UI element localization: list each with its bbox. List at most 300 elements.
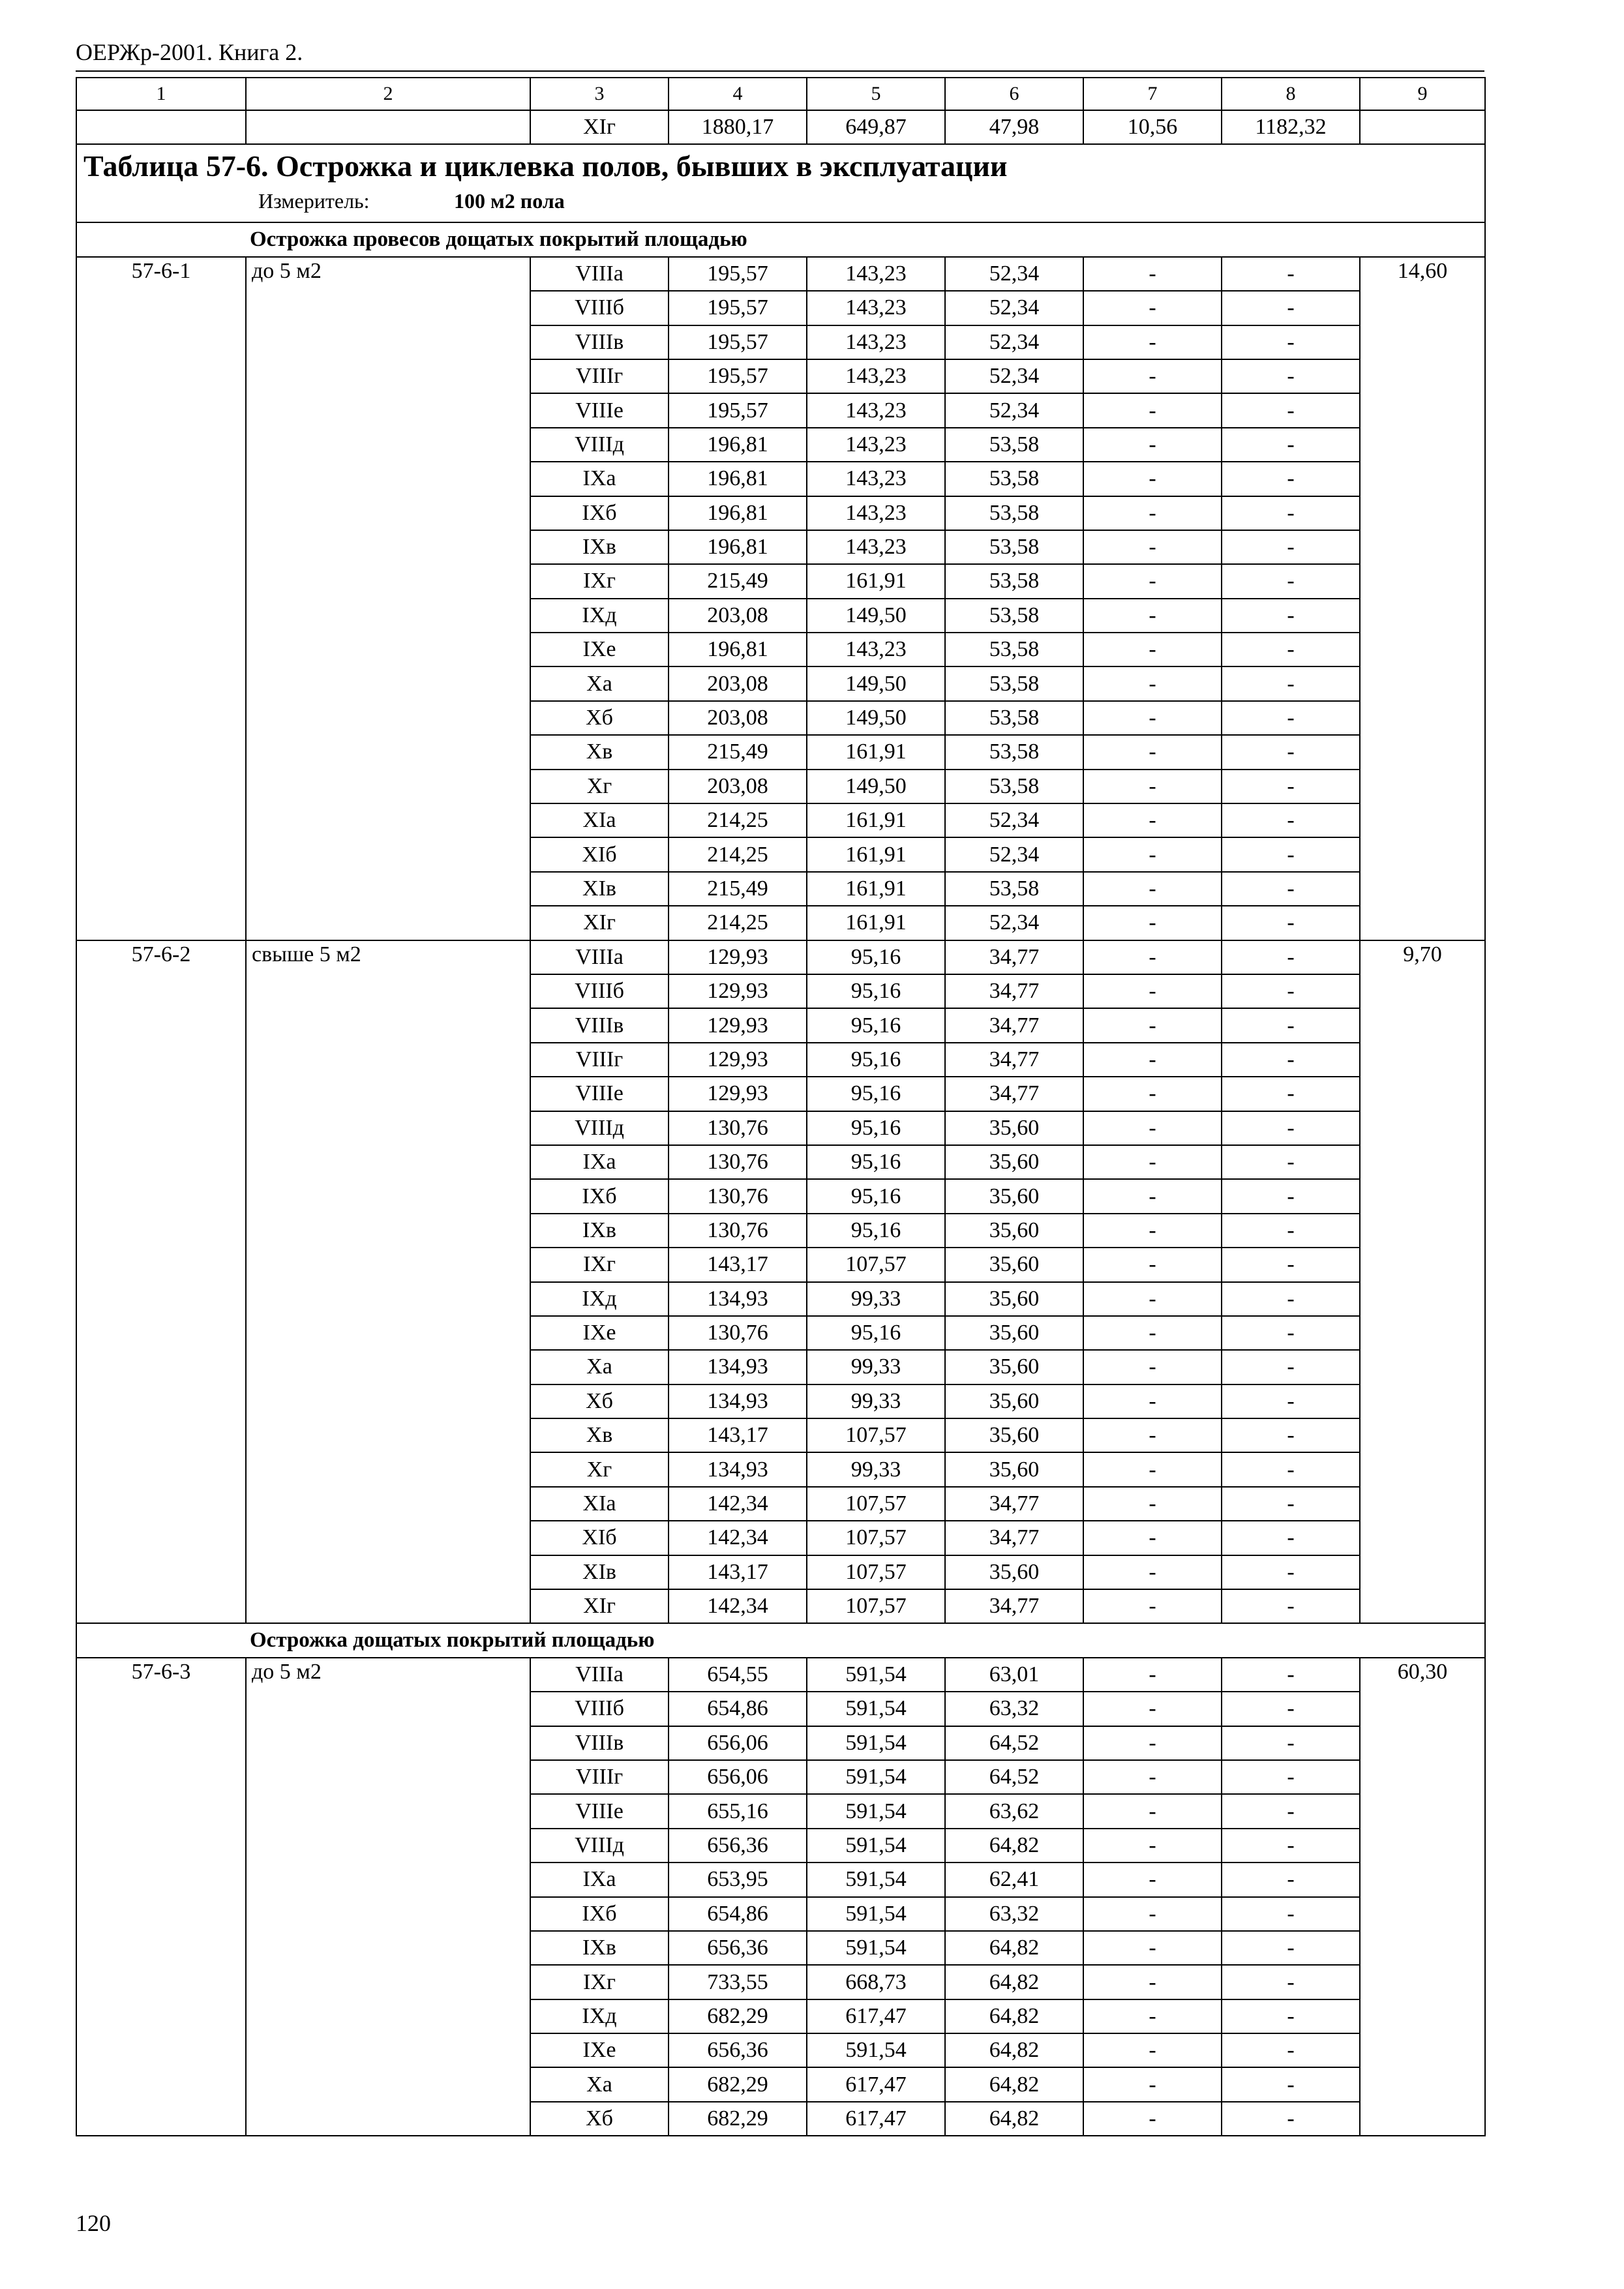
value-cell: - [1222,1487,1360,1521]
zone-cell: VIIIг [530,1760,669,1794]
value-cell: 53,58 [945,872,1083,906]
value-cell: - [1083,770,1222,803]
table-cell [1360,110,1485,144]
value-cell: - [1083,1965,1222,1999]
value-cell: 195,57 [669,359,807,393]
value-cell: 99,33 [807,1452,945,1486]
value-cell: - [1083,1043,1222,1077]
rate-description: до 5 м2 [246,1658,530,2136]
value-cell: 53,58 [945,633,1083,666]
value-cell: 591,54 [807,1829,945,1863]
value-cell: 196,81 [669,428,807,462]
value-cell: 215,49 [669,735,807,769]
table-cell: 10,56 [1083,110,1222,144]
value-cell: - [1222,2102,1360,2136]
value-cell: - [1083,325,1222,359]
value-cell: - [1083,1077,1222,1111]
value-cell: 34,77 [945,1487,1083,1521]
zone-cell: IXг [530,1248,669,1281]
value-cell: 53,58 [945,666,1083,700]
value-cell: 656,36 [669,1829,807,1863]
value-cell: - [1222,1760,1360,1794]
value-cell: 214,25 [669,837,807,871]
zone-cell: IXг [530,564,669,598]
value-cell: 654,86 [669,1692,807,1726]
column-number: 2 [246,78,530,110]
zone-cell: VIIIв [530,1008,669,1042]
value-cell: 203,08 [669,701,807,735]
value-cell: - [1222,530,1360,564]
value-cell: 656,06 [669,1760,807,1794]
value-cell: - [1083,633,1222,666]
value-cell: 129,93 [669,940,807,974]
value-cell: 143,23 [807,633,945,666]
table-cell: 1880,17 [669,110,807,144]
value-cell: 143,17 [669,1418,807,1452]
value-cell: 52,34 [945,803,1083,837]
table-cell: 649,87 [807,110,945,144]
value-cell: - [1083,1658,1222,1692]
value-cell: 95,16 [807,1145,945,1179]
value-cell: 591,54 [807,1726,945,1760]
value-cell: 107,57 [807,1487,945,1521]
value-cell: - [1083,1999,1222,2033]
value-cell: - [1222,1452,1360,1486]
value-cell: 107,57 [807,1248,945,1281]
value-cell: 53,58 [945,599,1083,633]
value-cell: 142,34 [669,1521,807,1555]
zone-cell: Xб [530,1384,669,1418]
value-cell: - [1083,701,1222,735]
value-cell: 34,77 [945,974,1083,1008]
zone-cell: IXа [530,462,669,496]
value-cell: 195,57 [669,257,807,291]
value-cell: - [1083,803,1222,837]
value-cell: 143,23 [807,359,945,393]
value-cell: - [1222,1692,1360,1726]
value-cell: 134,93 [669,1350,807,1384]
value-cell: - [1083,1452,1222,1486]
value-cell: - [1083,666,1222,700]
page-header: ОЕРЖр-2001. Книга 2. [76,39,303,65]
value-cell: 130,76 [669,1179,807,1213]
value-cell: 95,16 [807,1179,945,1213]
value-cell: 143,23 [807,325,945,359]
column-number-row [76,78,1485,110]
value-cell: 64,82 [945,2102,1083,2136]
value-cell: - [1083,257,1222,291]
value-cell: - [1222,1179,1360,1213]
section-heading: Острожка провесов дощатых покрытий площадью [246,222,1485,256]
value-cell: 64,82 [945,1829,1083,1863]
value-cell: - [1083,1350,1222,1384]
zone-cell: IXд [530,599,669,633]
value-cell: - [1222,1829,1360,1863]
zone-cell: XIг [530,1589,669,1623]
value-cell: 682,29 [669,1999,807,2033]
value-cell: 53,58 [945,564,1083,598]
zone-cell: XIа [530,803,669,837]
table-cell: 47,98 [945,110,1083,144]
labor-value: 60,30 [1360,1658,1485,2136]
zone-cell: VIIIа [530,257,669,291]
value-cell: - [1083,462,1222,496]
value-cell: 34,77 [945,1077,1083,1111]
value-cell: 203,08 [669,666,807,700]
table-row [76,1658,1485,1692]
zone-cell: VIIIг [530,1043,669,1077]
value-cell: - [1222,1418,1360,1452]
zone-cell: Xа [530,2067,669,2101]
value-cell: 35,60 [945,1384,1083,1418]
value-cell: 161,91 [807,803,945,837]
value-cell: 196,81 [669,633,807,666]
value-cell: - [1083,1487,1222,1521]
value-cell: 52,34 [945,359,1083,393]
value-cell: 149,50 [807,666,945,700]
zone-cell: VIIIб [530,974,669,1008]
value-cell: 656,06 [669,1726,807,1760]
table-body [76,78,1485,2136]
value-cell: 34,77 [945,1043,1083,1077]
value-cell: 64,82 [945,2067,1083,2101]
value-cell: 64,52 [945,1760,1083,1794]
value-cell: - [1222,1555,1360,1589]
value-cell: - [1222,257,1360,291]
value-cell: 143,23 [807,393,945,427]
value-cell: 63,62 [945,1794,1083,1828]
value-cell: 195,57 [669,393,807,427]
value-cell: - [1083,1863,1222,1896]
column-number: 4 [669,78,807,110]
zone-cell: VIIIг [530,359,669,393]
value-cell: 143,23 [807,428,945,462]
zone-cell: VIIIе [530,1794,669,1828]
value-cell: 130,76 [669,1316,807,1350]
value-cell: 134,93 [669,1452,807,1486]
value-cell: 161,91 [807,735,945,769]
value-cell: - [1083,1111,1222,1145]
value-cell: - [1083,393,1222,427]
value-cell: 591,54 [807,1863,945,1896]
zone-cell: XIв [530,872,669,906]
value-cell: 52,34 [945,257,1083,291]
zone-cell: Xа [530,666,669,700]
zone-cell: VIIIа [530,1658,669,1692]
value-cell: - [1083,2067,1222,2101]
value-cell: 53,58 [945,770,1083,803]
value-cell: - [1083,1794,1222,1828]
value-cell: 34,77 [945,940,1083,974]
value-cell: 195,57 [669,325,807,359]
zone-cell: Xб [530,701,669,735]
value-cell: - [1083,291,1222,325]
value-cell: 617,47 [807,2102,945,2136]
value-cell: 654,86 [669,1897,807,1931]
header-rule [76,70,1484,72]
meter-value: 100 м2 пола [454,189,565,213]
value-cell: 591,54 [807,1760,945,1794]
value-cell: 35,60 [945,1282,1083,1316]
value-cell: 214,25 [669,803,807,837]
value-cell: 62,41 [945,1863,1083,1896]
value-cell: 682,29 [669,2067,807,2101]
value-cell: - [1222,462,1360,496]
value-cell: 161,91 [807,837,945,871]
value-cell: 591,54 [807,1658,945,1692]
value-cell: 95,16 [807,1077,945,1111]
value-cell: 99,33 [807,1384,945,1418]
value-cell: - [1083,872,1222,906]
value-cell: 53,58 [945,428,1083,462]
value-cell: - [1222,291,1360,325]
table-title-row [76,144,1485,222]
value-cell: - [1222,564,1360,598]
value-cell: 95,16 [807,1316,945,1350]
value-cell: - [1222,1384,1360,1418]
zone-cell: IXб [530,1897,669,1931]
carry-over-row [76,110,1485,144]
value-cell: 95,16 [807,1111,945,1145]
value-cell: 130,76 [669,1145,807,1179]
value-cell: 95,16 [807,1008,945,1042]
rate-code: 57-6-1 [76,257,246,940]
rate-description: свыше 5 м2 [246,940,530,1624]
zone-cell: VIIIв [530,325,669,359]
zone-cell: Xб [530,2102,669,2136]
zone-cell: IXе [530,633,669,666]
value-cell: 63,32 [945,1692,1083,1726]
value-cell: 591,54 [807,1931,945,1965]
value-cell: - [1222,325,1360,359]
value-cell: 35,60 [945,1214,1083,1248]
zone-cell: IXа [530,1863,669,1896]
value-cell: - [1083,1282,1222,1316]
column-number: 8 [1222,78,1360,110]
value-cell: 63,01 [945,1658,1083,1692]
column-number: 6 [945,78,1083,110]
table-row [76,257,1485,291]
rates-table [76,77,1486,2136]
value-cell: - [1222,496,1360,530]
zone-cell: IXе [530,1316,669,1350]
value-cell: 161,91 [807,564,945,598]
value-cell: - [1083,1555,1222,1589]
value-cell: - [1222,837,1360,871]
value-cell: 53,58 [945,735,1083,769]
value-cell: 143,23 [807,291,945,325]
zone-cell: IXг [530,1965,669,1999]
zone-cell: VIIIв [530,1726,669,1760]
value-cell: 129,93 [669,1008,807,1042]
value-cell: - [1222,1897,1360,1931]
value-cell: - [1222,701,1360,735]
value-cell: - [1222,872,1360,906]
value-cell: - [1083,837,1222,871]
value-cell: 34,77 [945,1589,1083,1623]
value-cell: - [1222,1282,1360,1316]
value-cell: - [1083,1897,1222,1931]
value-cell: - [1222,1214,1360,1248]
value-cell: 107,57 [807,1589,945,1623]
section-heading-row [76,222,1485,256]
zone-cell: VIIIб [530,291,669,325]
value-cell: 95,16 [807,1043,945,1077]
table-cell: 1182,32 [1222,110,1360,144]
value-cell: 95,16 [807,1214,945,1248]
value-cell: - [1083,735,1222,769]
value-cell: - [1222,2033,1360,2067]
value-cell: - [1083,1316,1222,1350]
zone-cell: IXв [530,1214,669,1248]
value-cell: 134,93 [669,1282,807,1316]
value-cell: - [1222,940,1360,974]
value-cell: 64,82 [945,2033,1083,2067]
table-cell: XIг [530,110,669,144]
value-cell: 142,34 [669,1487,807,1521]
value-cell: 130,76 [669,1111,807,1145]
value-cell: 203,08 [669,770,807,803]
value-cell: 656,36 [669,2033,807,2067]
value-cell: - [1222,906,1360,940]
value-cell: - [1083,1418,1222,1452]
zone-cell: Xв [530,735,669,769]
value-cell: 53,58 [945,530,1083,564]
value-cell: 107,57 [807,1555,945,1589]
value-cell: 215,49 [669,564,807,598]
value-cell: 143,23 [807,257,945,291]
value-cell: - [1083,1692,1222,1726]
value-cell: 203,08 [669,599,807,633]
zone-cell: XIг [530,906,669,940]
value-cell: - [1222,1248,1360,1281]
value-cell: - [1222,803,1360,837]
value-cell: - [1083,1145,1222,1179]
zone-cell: VIIIд [530,1111,669,1145]
value-cell: 64,52 [945,1726,1083,1760]
zone-cell: IXд [530,1999,669,2033]
value-cell: - [1222,1008,1360,1042]
zone-cell: IXб [530,496,669,530]
value-cell: 99,33 [807,1282,945,1316]
value-cell: 733,55 [669,1965,807,1999]
value-cell: - [1222,1726,1360,1760]
value-cell: 52,34 [945,837,1083,871]
value-cell: - [1222,1658,1360,1692]
value-cell: - [1222,359,1360,393]
value-cell: - [1222,1965,1360,1999]
value-cell: 653,95 [669,1863,807,1896]
value-cell: 64,82 [945,1999,1083,2033]
value-cell: 95,16 [807,974,945,1008]
value-cell: 655,16 [669,1794,807,1828]
rate-description: до 5 м2 [246,257,530,940]
value-cell: 591,54 [807,2033,945,2067]
value-cell: - [1083,940,1222,974]
table-title: Таблица 57-6. Острожка и циклевка полов, бывших в эксплуатации [83,149,1008,183]
zone-cell: VIIIд [530,428,669,462]
table-row [76,940,1485,974]
value-cell: 35,60 [945,1452,1083,1486]
value-cell: 149,50 [807,599,945,633]
value-cell: 107,57 [807,1521,945,1555]
value-cell: - [1222,1316,1360,1350]
value-cell: 52,34 [945,393,1083,427]
value-cell: - [1083,1726,1222,1760]
value-cell: - [1083,1214,1222,1248]
value-cell: - [1222,770,1360,803]
value-cell: - [1083,2033,1222,2067]
value-cell: 53,58 [945,701,1083,735]
value-cell: 53,58 [945,496,1083,530]
meter-label: Измеритель: [258,189,370,213]
value-cell: 35,60 [945,1418,1083,1452]
value-cell: - [1222,1350,1360,1384]
value-cell: 34,77 [945,1008,1083,1042]
value-cell: 143,23 [807,496,945,530]
value-cell: - [1222,1999,1360,2033]
value-cell: - [1083,1008,1222,1042]
value-cell: 35,60 [945,1350,1083,1384]
value-cell: 52,34 [945,291,1083,325]
page-number: 120 [76,2210,111,2236]
value-cell: - [1222,599,1360,633]
value-cell: - [1083,906,1222,940]
value-cell: - [1083,1589,1222,1623]
value-cell: - [1083,1760,1222,1794]
value-cell: 63,32 [945,1897,1083,1931]
value-cell: 196,81 [669,530,807,564]
table-cell [76,110,246,144]
value-cell: 34,77 [945,1521,1083,1555]
value-cell: - [1083,564,1222,598]
value-cell: 656,36 [669,1931,807,1965]
section-spacer [76,1623,246,1657]
value-cell: - [1083,1931,1222,1965]
labor-value: 14,60 [1360,257,1485,940]
value-cell: 134,93 [669,1384,807,1418]
value-cell: 591,54 [807,1794,945,1828]
value-cell: - [1083,428,1222,462]
zone-cell: Xг [530,770,669,803]
zone-cell: XIа [530,1487,669,1521]
value-cell: - [1222,2067,1360,2101]
value-cell: 52,34 [945,325,1083,359]
zone-cell: Xг [530,1452,669,1486]
value-cell: 668,73 [807,1965,945,1999]
zone-cell: IXд [530,1282,669,1316]
value-cell: - [1222,735,1360,769]
value-cell: - [1083,1521,1222,1555]
table-title-cell [76,144,1485,222]
section-heading-row [76,1623,1485,1657]
value-cell: - [1222,1111,1360,1145]
value-cell: 143,23 [807,462,945,496]
zone-cell: VIIIб [530,1692,669,1726]
value-cell: - [1083,2102,1222,2136]
zone-cell: XIб [530,837,669,871]
column-number: 9 [1360,78,1485,110]
value-cell: 95,16 [807,940,945,974]
value-cell: - [1222,428,1360,462]
value-cell: 149,50 [807,701,945,735]
value-cell: - [1083,1829,1222,1863]
value-cell: 35,60 [945,1555,1083,1589]
value-cell: - [1222,1145,1360,1179]
rate-code: 57-6-2 [76,940,246,1624]
value-cell: 161,91 [807,906,945,940]
value-cell: 107,57 [807,1418,945,1452]
